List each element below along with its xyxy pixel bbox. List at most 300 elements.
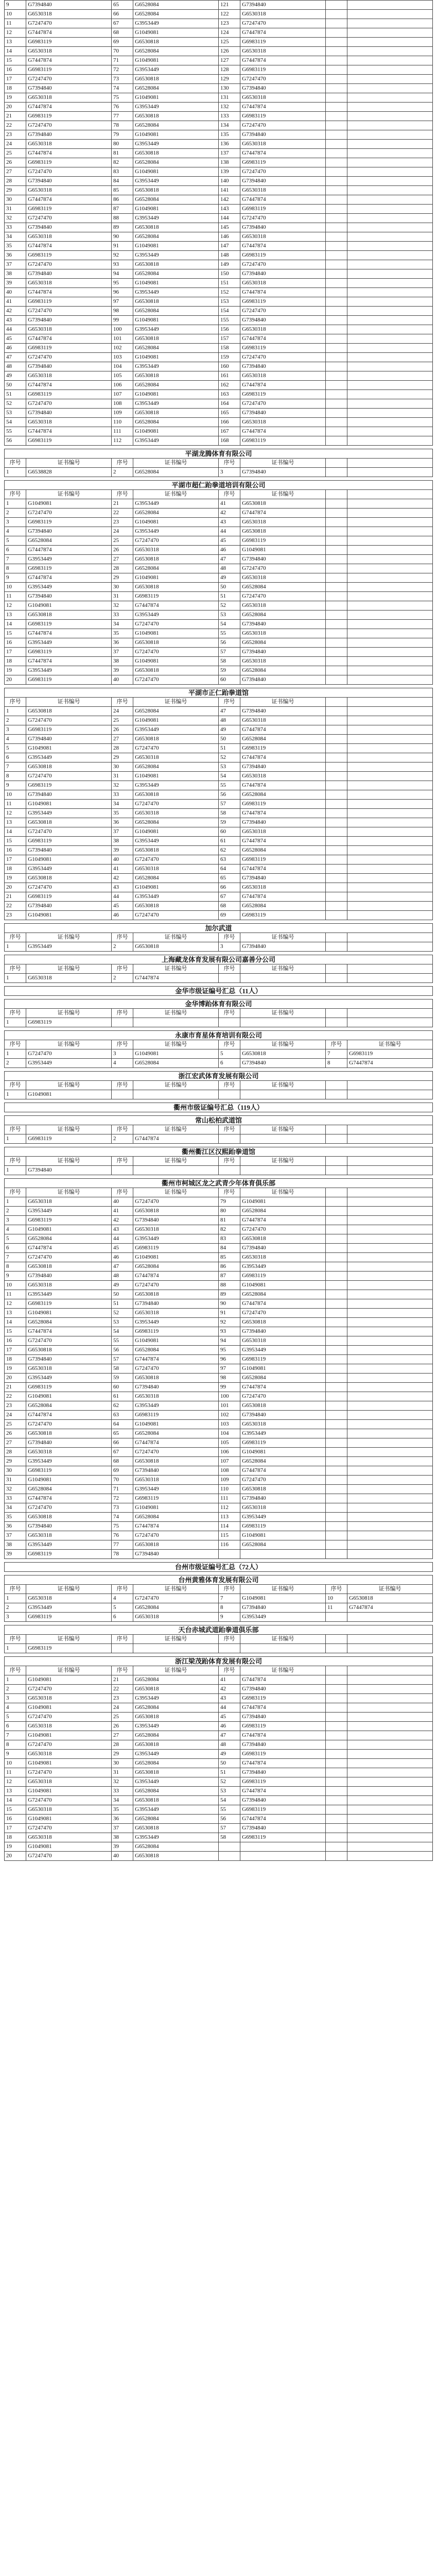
serial-cell: 52 [218, 601, 240, 611]
cert-number-cell: G7447874 [133, 601, 219, 611]
table-row [5, 657, 433, 666]
section-title: 衢州衢江区汉熙跆拳道馆 [5, 1147, 433, 1157]
serial-cell: 87 [111, 205, 133, 214]
serial-cell: 28 [5, 1448, 26, 1457]
cert-number-header: 证书编号 [240, 1157, 326, 1166]
serial-cell: 1 [5, 942, 26, 952]
table-row [5, 149, 433, 158]
serial-cell: 49 [218, 1750, 240, 1759]
table-row [5, 499, 433, 509]
empty-cell [347, 1448, 433, 1457]
table-row [5, 1685, 433, 1694]
cert-number-cell: G6530318 [240, 10, 326, 19]
serial-cell: 103 [218, 1420, 240, 1429]
serial-cell: 130 [218, 84, 240, 93]
serial-cell: 37 [111, 648, 133, 657]
empty-cell [347, 1485, 433, 1494]
empty-cell [325, 269, 347, 279]
cert-number-cell: G7394840 [240, 130, 326, 140]
serial-cell: 45 [218, 1713, 240, 1722]
serial-cell: 41 [5, 297, 26, 307]
cert-number-cell: G7447874 [26, 103, 112, 112]
serial-cell: 85 [111, 186, 133, 195]
cert-number-cell: G6530818 [133, 1540, 219, 1550]
cert-number-cell: G6530318 [26, 1777, 112, 1787]
serial-cell: 4 [111, 1059, 133, 1068]
cert-number-cell: G7447874 [240, 427, 326, 436]
table-row [5, 56, 433, 65]
cert-number-cell: G6983119 [26, 65, 112, 75]
empty-header [347, 1157, 433, 1166]
cert-number-cell: G1049081 [133, 242, 219, 251]
serial-cell: 44 [218, 1703, 240, 1713]
cert-number-cell: G6530318 [133, 1309, 219, 1318]
cert-number-cell: G6530318 [26, 371, 112, 381]
serial-cell: 40 [111, 675, 133, 685]
cert-number-cell: G7394840 [240, 1796, 326, 1805]
cert-number-cell: G7447874 [240, 1383, 326, 1392]
serial-cell: 19 [5, 1364, 26, 1374]
serial-cell: 31 [5, 205, 26, 214]
serial-cell: 102 [111, 344, 133, 353]
cert-number-header: 证书编号 [347, 1585, 433, 1594]
section-title: 加尔武道 [5, 924, 433, 933]
empty-cell [325, 1262, 347, 1272]
empty-cell [325, 1234, 347, 1244]
cert-number-cell: G6983119 [240, 251, 326, 260]
cert-number-cell: G7447874 [26, 195, 112, 205]
cert-number-cell: G6528084 [26, 1485, 112, 1494]
cert-number-cell: G1049081 [133, 130, 219, 140]
serial-cell: 46 [5, 344, 26, 353]
empty-cell [347, 1336, 433, 1346]
empty-cell [325, 1207, 347, 1216]
serial-cell: 85 [218, 1253, 240, 1262]
serial-cell: 32 [111, 781, 133, 790]
empty-cell [347, 121, 433, 130]
serial-cell: 25 [111, 1713, 133, 1722]
cert-number-cell [240, 1852, 326, 1861]
cert-number-cell: G6983119 [240, 911, 326, 920]
empty-cell [325, 735, 347, 744]
serial-cell: 77 [111, 112, 133, 121]
spacer-row [5, 446, 433, 449]
cert-number-cell: G7447874 [133, 1522, 219, 1531]
cert-number-cell: G1049081 [133, 1049, 219, 1059]
table-row [5, 251, 433, 260]
empty-cell [325, 865, 347, 874]
serial-cell: 75 [111, 93, 133, 103]
cert-number-cell: G6528084 [133, 1787, 219, 1796]
serial-header: 序号 [218, 1188, 240, 1197]
table-row [5, 1531, 433, 1540]
serial-cell: 45 [111, 1244, 133, 1253]
serial-cell: 23 [111, 518, 133, 527]
table-row [5, 1059, 433, 1068]
serial-cell: 133 [218, 112, 240, 121]
cert-number-cell: G7247470 [26, 1740, 112, 1750]
empty-cell [325, 716, 347, 725]
cert-number-cell [240, 1842, 326, 1852]
cert-number-cell: G3953449 [26, 942, 112, 952]
serial-cell: 7 [325, 1049, 347, 1059]
table-row [5, 75, 433, 84]
serial-cell: 1 [5, 499, 26, 509]
empty-cell [347, 251, 433, 260]
empty-cell [325, 1740, 347, 1750]
cert-number-cell: G1049081 [133, 205, 219, 214]
cert-number-cell: G3953449 [240, 1262, 326, 1272]
cert-number-cell: G6530818 [133, 1685, 219, 1694]
section-title: 平湖龙腾体育有限公司 [5, 449, 433, 459]
serial-cell [218, 1644, 240, 1653]
serial-cell: 54 [218, 620, 240, 629]
empty-cell [347, 509, 433, 518]
serial-cell: 64 [111, 1420, 133, 1429]
cert-number-cell: G1049081 [26, 911, 112, 920]
serial-cell: 50 [218, 735, 240, 744]
empty-cell [325, 638, 347, 648]
cert-number-cell: G1049081 [133, 716, 219, 725]
serial-cell: 43 [218, 518, 240, 527]
serial-cell: 135 [218, 130, 240, 140]
serial-cell: 45 [218, 536, 240, 546]
empty-cell [325, 195, 347, 205]
empty-cell [325, 762, 347, 772]
section-title-row [5, 481, 433, 490]
cert-number-cell: G6528084 [133, 1703, 219, 1713]
spacer-row [5, 920, 433, 924]
cert-number-cell: G3953449 [133, 781, 219, 790]
cert-number-cell: G7247470 [240, 1309, 326, 1318]
table-row [5, 716, 433, 725]
serial-cell: 128 [218, 65, 240, 75]
cert-number-cell: G6983119 [240, 800, 326, 809]
serial-cell: 163 [218, 390, 240, 399]
empty-cell [325, 1411, 347, 1420]
header-row [5, 1188, 433, 1197]
serial-cell: 23 [5, 911, 26, 920]
serial-header: 序号 [5, 1081, 26, 1090]
empty-cell [325, 1134, 347, 1144]
empty-cell [347, 1438, 433, 1448]
header-row [5, 490, 433, 499]
cert-number-cell: G6983119 [26, 837, 112, 846]
serial-cell: 63 [111, 1411, 133, 1420]
empty-cell [347, 112, 433, 121]
serial-cell: 101 [218, 1401, 240, 1411]
table-row [5, 325, 433, 334]
cert-number-cell: G6528084 [133, 195, 219, 205]
cert-number-cell: G1049081 [26, 601, 112, 611]
empty-header [347, 964, 433, 974]
empty-cell [347, 716, 433, 725]
empty-cell [347, 84, 433, 93]
cert-number-cell: G7247470 [26, 716, 112, 725]
empty-header [347, 933, 433, 942]
cert-number-cell: G3953449 [26, 1207, 112, 1216]
cert-number-cell: G7447874 [240, 1703, 326, 1713]
cert-number-cell: G6528084 [133, 344, 219, 353]
cert-number-cell: G3953449 [133, 1401, 219, 1411]
table-row [5, 307, 433, 316]
empty-cell [347, 1281, 433, 1290]
serial-header: 序号 [111, 1125, 133, 1134]
serial-header: 序号 [218, 1009, 240, 1018]
cert-number-cell: G6983119 [240, 38, 326, 47]
serial-cell: 161 [218, 371, 240, 381]
serial-cell: 13 [5, 611, 26, 620]
serial-cell: 2 [5, 509, 26, 518]
empty-cell [347, 10, 433, 19]
cert-number-cell: G7394840 [240, 84, 326, 93]
empty-cell [325, 573, 347, 583]
empty-cell [347, 781, 433, 790]
serial-cell: 73 [111, 75, 133, 84]
header-row [5, 1040, 433, 1049]
empty-cell [347, 1805, 433, 1815]
serial-cell [111, 1018, 133, 1027]
cert-number-cell: G7247470 [26, 353, 112, 362]
cert-number-cell: G7394840 [26, 362, 112, 371]
cert-number-header: 证书编号 [240, 490, 326, 499]
table-row [5, 629, 433, 638]
cert-number-cell: G6530818 [133, 1457, 219, 1466]
serial-header: 序号 [5, 964, 26, 974]
serial-cell: 79 [218, 1197, 240, 1207]
serial-cell: 38 [111, 657, 133, 666]
cert-number-cell: G6530818 [133, 1207, 219, 1216]
cert-number-cell: G6528084 [133, 509, 219, 518]
serial-cell: 1 [5, 1675, 26, 1685]
cert-number-cell: G6983119 [26, 38, 112, 47]
cert-number-cell: G7447874 [240, 837, 326, 846]
cert-number-cell: G6528084 [133, 818, 219, 827]
serial-cell [218, 1018, 240, 1027]
empty-cell [325, 1272, 347, 1281]
serial-cell: 17 [5, 1346, 26, 1355]
empty-cell [325, 409, 347, 418]
serial-header: 序号 [111, 964, 133, 974]
serial-header: 序号 [5, 1009, 26, 1018]
serial-cell: 31 [111, 592, 133, 601]
serial-cell: 49 [218, 573, 240, 583]
serial-header: 序号 [5, 1125, 26, 1134]
serial-cell: 51 [5, 390, 26, 399]
empty-header [347, 1081, 433, 1090]
serial-cell: 22 [5, 121, 26, 130]
serial-cell: 47 [5, 353, 26, 362]
serial-cell: 28 [111, 564, 133, 573]
cert-number-cell: G6530818 [133, 555, 219, 564]
empty-cell [347, 130, 433, 140]
empty-cell [325, 112, 347, 121]
empty-cell [347, 1722, 433, 1731]
serial-cell: 34 [111, 1796, 133, 1805]
table-row [5, 509, 433, 518]
cert-number-cell: G7447874 [26, 381, 112, 390]
empty-cell [325, 883, 347, 892]
empty-header [347, 1188, 433, 1197]
serial-header: 序号 [111, 1009, 133, 1018]
cert-number-cell: G6530318 [240, 629, 326, 638]
cert-number-header: 证书编号 [240, 1635, 326, 1644]
empty-cell [325, 1842, 347, 1852]
table-row [5, 232, 433, 242]
cert-number-cell: G1049081 [133, 629, 219, 638]
header-row [5, 1635, 433, 1644]
table-row [5, 1374, 433, 1383]
empty-cell [347, 1852, 433, 1861]
cert-number-cell: G3953449 [133, 1234, 219, 1244]
serial-cell: 112 [111, 436, 133, 446]
serial-cell: 6 [5, 1244, 26, 1253]
serial-cell: 60 [111, 1383, 133, 1392]
cert-number-cell: G1049081 [133, 772, 219, 781]
serial-cell: 29 [5, 186, 26, 195]
cert-number-cell: G7394840 [240, 1244, 326, 1253]
serial-cell: 36 [111, 638, 133, 648]
cert-number-cell: G6530818 [133, 1713, 219, 1722]
cert-number-cell: G3953449 [133, 1722, 219, 1731]
serial-cell: 17 [5, 855, 26, 865]
table-row [5, 334, 433, 344]
cert-number-cell: G6530818 [133, 1740, 219, 1750]
serial-cell: 96 [111, 288, 133, 297]
cert-number-cell: G7447874 [26, 149, 112, 158]
serial-cell: 13 [5, 38, 26, 47]
cert-number-cell: G6530318 [240, 371, 326, 381]
cert-number-header: 证书编号 [26, 1009, 112, 1018]
empty-cell [347, 1234, 433, 1244]
empty-header [325, 1666, 347, 1675]
serial-cell: 25 [5, 149, 26, 158]
cert-number-cell: G3953449 [26, 583, 112, 592]
table-row [5, 1318, 433, 1327]
empty-cell [325, 1309, 347, 1318]
header-row [5, 1009, 433, 1018]
empty-cell [347, 28, 433, 38]
serial-cell: 111 [218, 1494, 240, 1503]
serial-cell: 30 [5, 1466, 26, 1476]
section-spacer [5, 1068, 433, 1072]
table-row [5, 874, 433, 883]
cert-number-cell: G7247470 [133, 648, 219, 657]
table-row [5, 1429, 433, 1438]
cert-number-cell: G1049081 [133, 827, 219, 837]
cert-number-header: 证书编号 [347, 1040, 433, 1049]
empty-cell [347, 56, 433, 65]
serial-cell: 34 [5, 1503, 26, 1513]
serial-cell: 147 [218, 242, 240, 251]
serial-cell: 69 [111, 38, 133, 47]
cert-number-header: 证书编号 [133, 1635, 219, 1644]
serial-cell: 58 [218, 1833, 240, 1842]
serial-header: 序号 [218, 1585, 240, 1594]
cert-number-cell: G7247470 [133, 744, 219, 753]
cert-number-cell: G6528084 [133, 1675, 219, 1685]
serial-header: 序号 [325, 1040, 347, 1049]
empty-cell [347, 1401, 433, 1411]
serial-cell: 42 [5, 307, 26, 316]
section-title-row [5, 688, 433, 698]
empty-cell [347, 499, 433, 509]
empty-cell [325, 772, 347, 781]
cert-number-cell: G3953449 [26, 1603, 112, 1613]
cert-number-header: 证书编号 [26, 1585, 112, 1594]
table-row [5, 555, 433, 564]
serial-cell: 11 [5, 1768, 26, 1777]
cert-number-cell: G7247470 [26, 1685, 112, 1694]
cert-number-cell: G6530818 [240, 1049, 326, 1059]
cert-number-cell: G6530318 [26, 47, 112, 56]
serial-cell: 31 [5, 1476, 26, 1485]
cert-number-cell: G7447874 [240, 725, 326, 735]
serial-cell: 5 [5, 744, 26, 753]
cert-number-cell: G6983119 [26, 112, 112, 121]
cert-number-cell: G1049081 [26, 1842, 112, 1852]
empty-header [325, 1635, 347, 1644]
serial-cell: 45 [5, 334, 26, 344]
empty-cell [347, 1346, 433, 1355]
serial-cell: 123 [218, 19, 240, 28]
cert-number-cell: G7447874 [347, 1059, 433, 1068]
empty-cell [325, 942, 347, 952]
serial-cell: 22 [111, 1685, 133, 1694]
cert-number-cell: G6983119 [240, 65, 326, 75]
serial-header: 序号 [5, 1188, 26, 1197]
empty-cell [347, 883, 433, 892]
cert-number-cell [240, 974, 326, 983]
cert-number-cell: G6983119 [240, 297, 326, 307]
cert-number-header: 证书编号 [26, 459, 112, 468]
serial-cell: 5 [111, 1603, 133, 1613]
empty-cell [347, 1309, 433, 1318]
cert-number-cell: G3953449 [26, 1540, 112, 1550]
cert-number-cell: G6530818 [133, 149, 219, 158]
serial-cell: 1 [5, 1090, 26, 1099]
cert-number-cell: G1049081 [26, 1309, 112, 1318]
serial-cell: 1 [5, 1594, 26, 1603]
table-row [5, 130, 433, 140]
empty-cell [325, 140, 347, 149]
serial-cell: 55 [218, 629, 240, 638]
cert-number-cell: G6983119 [26, 1018, 112, 1027]
cert-number-cell: G6528084 [133, 1262, 219, 1272]
table-row [5, 93, 433, 103]
serial-cell: 111 [111, 427, 133, 436]
serial-cell: 167 [218, 427, 240, 436]
empty-cell [325, 1327, 347, 1336]
serial-header: 序号 [111, 1666, 133, 1675]
serial-cell: 23 [111, 1694, 133, 1703]
cert-number-cell: G7394840 [240, 362, 326, 371]
empty-cell [347, 1166, 433, 1175]
cert-number-cell: G6530318 [26, 1531, 112, 1540]
empty-cell [325, 56, 347, 65]
empty-cell [347, 1392, 433, 1401]
serial-cell: 100 [111, 325, 133, 334]
empty-cell [325, 725, 347, 735]
cert-number-cell: G6528084 [240, 790, 326, 800]
table-row [5, 1392, 433, 1401]
cert-number-cell: G7247470 [240, 399, 326, 409]
cert-number-cell: G7447874 [240, 509, 326, 518]
empty-cell [325, 1374, 347, 1383]
cert-number-header: 证书编号 [133, 1666, 219, 1675]
cert-number-cell: G6530818 [133, 666, 219, 675]
serial-cell: 98 [218, 1374, 240, 1383]
